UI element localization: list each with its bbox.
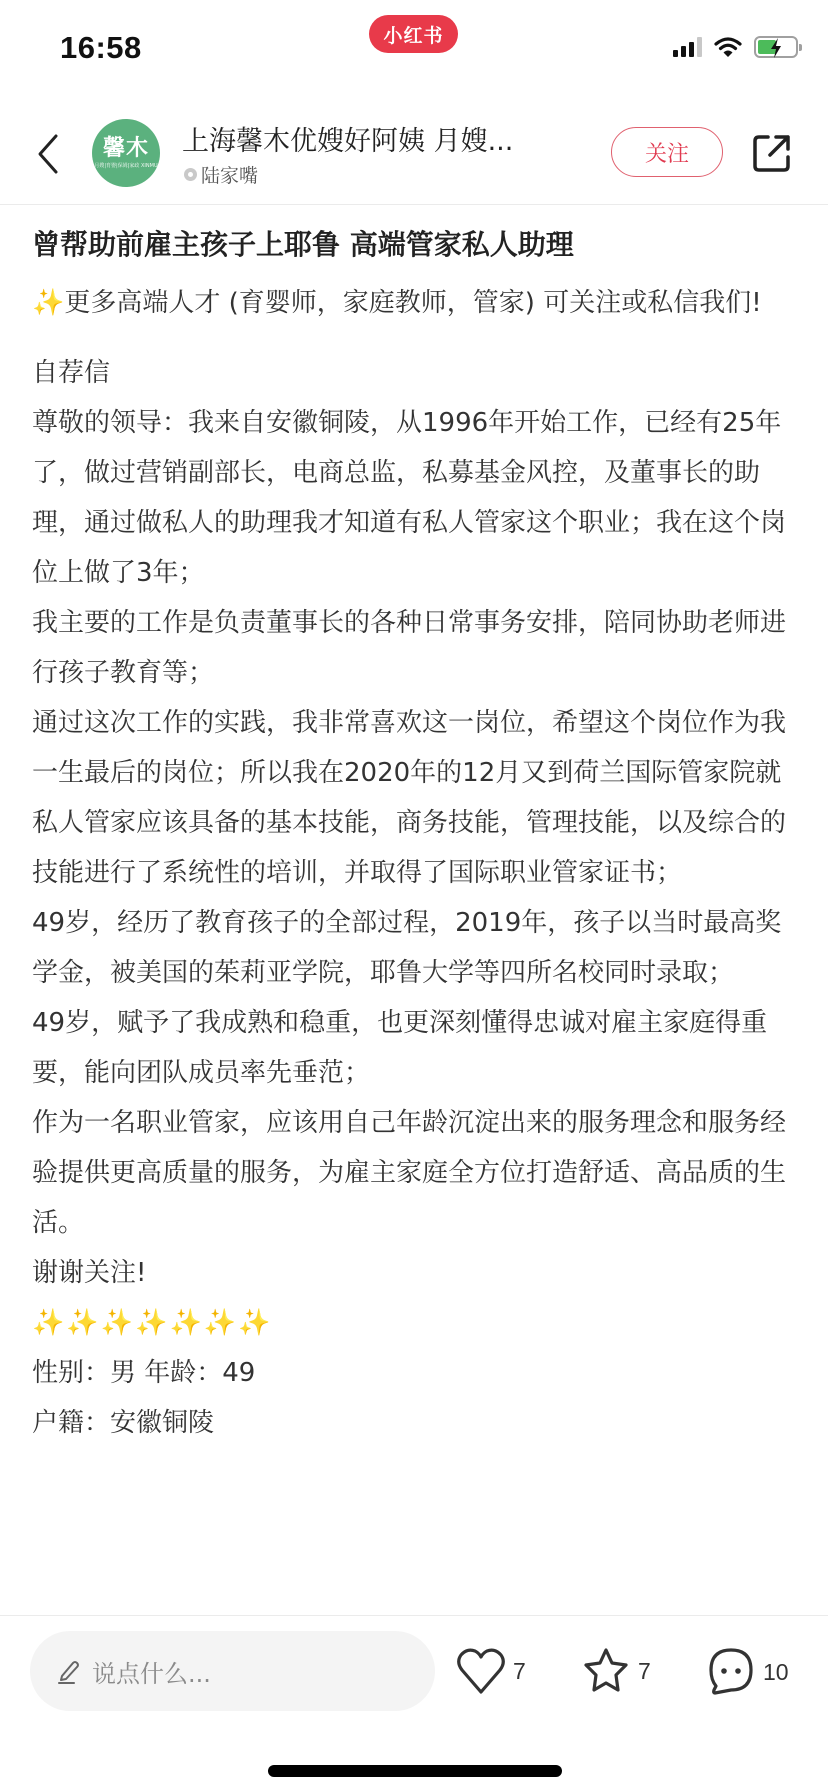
gender-age: 性别：男 年龄：49	[32, 1358, 256, 1389]
sparkles-row-icon: ✨✨✨✨✨✨✨	[32, 1308, 273, 1339]
home-indicator[interactable]	[268, 1765, 562, 1777]
location-tag[interactable]	[184, 161, 258, 188]
like-count: 7	[513, 1657, 526, 1684]
post-intro	[32, 278, 796, 328]
post-header	[0, 105, 828, 205]
comment-count: 10	[763, 1658, 789, 1685]
comment-bubble-icon	[705, 1646, 757, 1698]
comment-placeholder: 说点什么...	[92, 1659, 211, 1688]
body-paragraph: 谢谢关注!	[32, 1258, 147, 1289]
signal-icon	[673, 37, 702, 57]
body-paragraph: 通过这次工作的实践，我非常喜欢这一岗位，希望这个岗位作为我一生最后的岗位；所以我在2020年的12月又到荷兰国际管家院就私人管家应该具备的基本技能，商务技能，管理技能，以及综合的技能进行了系统性的培训，并取得了国际职业管家证书；	[32, 708, 787, 889]
star-icon	[580, 1646, 632, 1696]
app-badge: 小红书	[369, 15, 458, 53]
chevron-left-icon	[36, 133, 60, 175]
pencil-icon	[56, 1658, 82, 1684]
collect-button[interactable]	[580, 1646, 651, 1696]
author-name[interactable]: 上海馨木优嫂好阿姨 月嫂...	[182, 126, 514, 157]
status-time: 16:58	[60, 30, 142, 65]
body-paragraph: 49岁，经历了教育孩子的全部过程，2019年，孩子以当时最高奖学金，被美国的茱莉亚学院，耶鲁大学等四所名校同时录取；	[32, 908, 782, 989]
comment-button[interactable]	[705, 1646, 789, 1698]
share-icon	[750, 131, 794, 175]
share-button[interactable]	[750, 131, 794, 175]
status-icons	[673, 36, 798, 58]
intro-text: 更多高端人才 (育婴师，家庭教师，管家) 可关注或私信我们!	[64, 288, 762, 319]
avatar-logo-subtext: 月嫂|育婴|保姆|家政 XINMU	[94, 162, 158, 169]
body-paragraph: 尊敬的领导：我来自安徽铜陵，从1996年开始工作，已经有25年了，做过营销副部长，电商总监，私募基金风控，及董事长的助理，通过做私人的助理我才知道有私人管家这个职业；我在这个岗位上做了3年；	[32, 408, 787, 589]
collect-count: 7	[638, 1657, 651, 1684]
author-avatar[interactable]	[92, 119, 160, 187]
follow-button[interactable]: 关注	[611, 127, 723, 177]
body-paragraph: 49岁，赋予了我成熟和稳重，也更深刻懂得忠诚对雇主家庭得重要，能向团队成员率先垂范；	[32, 1008, 768, 1089]
post-title: 曾帮助前雇主孩子上耶鲁 高端管家私人助理	[32, 228, 574, 261]
post-content	[32, 210, 796, 1448]
heart-icon	[455, 1646, 507, 1696]
battery-icon	[754, 36, 798, 58]
body-paragraph: 自荐信	[32, 358, 111, 389]
location-label: 陆家嘴	[201, 165, 259, 187]
wifi-icon	[714, 36, 742, 58]
body-paragraph: 我主要的工作是负责董事长的各种日常事务安排，陪同协助老师进行孩子教育等；	[32, 608, 787, 689]
avatar-logo-text: 馨木	[102, 135, 149, 161]
sparkles-icon: ✨	[32, 288, 65, 319]
location-pin-icon	[184, 168, 197, 181]
back-button[interactable]	[30, 129, 66, 179]
status-bar	[0, 0, 828, 100]
body-paragraph: 作为一名职业管家，应该用自己年龄沉淀出来的服务理念和服务经验提供更高质量的服务，为雇主家庭全方位打造舒适、高品质的生活。	[32, 1108, 787, 1239]
hometown: 户籍：安徽铜陵	[32, 1408, 215, 1439]
comment-input[interactable]	[30, 1631, 435, 1711]
post-body	[32, 348, 796, 1448]
like-button[interactable]	[455, 1646, 526, 1696]
